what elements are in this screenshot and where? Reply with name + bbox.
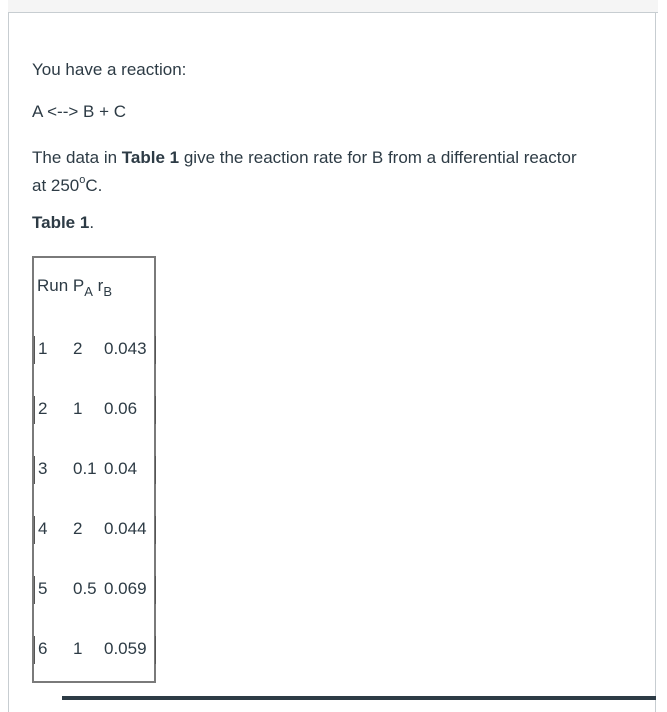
table-header <box>37 276 113 299</box>
question-text-part1: The data in <box>32 148 122 167</box>
question-text-part4: C. <box>85 176 103 195</box>
reaction-equation: A <--> B + C <box>32 102 127 121</box>
cell-rb: 0.043 <box>104 339 147 358</box>
cell-run: 6 <box>38 639 48 658</box>
table-row <box>34 456 156 484</box>
question-paragraph <box>32 144 642 200</box>
cell-pa: 2 <box>73 519 83 538</box>
degree-sign: o <box>79 174 86 187</box>
question-text-part2: give the reaction rate for B from a differential reactor <box>179 148 577 167</box>
cell-rb: 0.04 <box>104 459 138 478</box>
cell-run: 2 <box>38 399 48 418</box>
header-run: Run <box>37 276 69 295</box>
header-rb: $r_B$ <box>97 276 113 299</box>
question-text-part3: at 250 <box>32 176 80 195</box>
cell-run: 3 <box>38 459 48 478</box>
cell-run: 5 <box>38 579 48 598</box>
table-row <box>34 516 156 544</box>
table-caption-rest: . <box>89 213 95 232</box>
question-line-1: You have a reaction: <box>32 60 187 79</box>
table-caption-bold: Table 1 <box>32 213 90 232</box>
cell-rb: 0.059 <box>104 639 147 658</box>
table-row <box>34 396 156 424</box>
cell-run: 4 <box>38 519 48 538</box>
cell-pa: 0.1 <box>73 459 97 478</box>
data-table <box>32 256 156 683</box>
cell-pa: 2 <box>73 339 83 358</box>
table-row <box>34 576 156 604</box>
table-row <box>34 636 156 664</box>
bottom-divider <box>62 696 656 700</box>
header-pa: $P_A$ <box>72 276 93 299</box>
cell-rb: 0.06 <box>104 399 138 418</box>
table-row <box>34 336 156 364</box>
cell-rb: 0.069 <box>104 579 147 598</box>
cell-rb: 0.044 <box>104 519 147 538</box>
table-caption <box>32 213 94 233</box>
cell-pa: 0.5 <box>73 579 97 598</box>
cell-pa: 1 <box>73 639 83 658</box>
table-reference: Table 1 <box>121 148 180 167</box>
cell-pa: 1 <box>73 399 83 418</box>
cell-run: 1 <box>38 339 48 358</box>
